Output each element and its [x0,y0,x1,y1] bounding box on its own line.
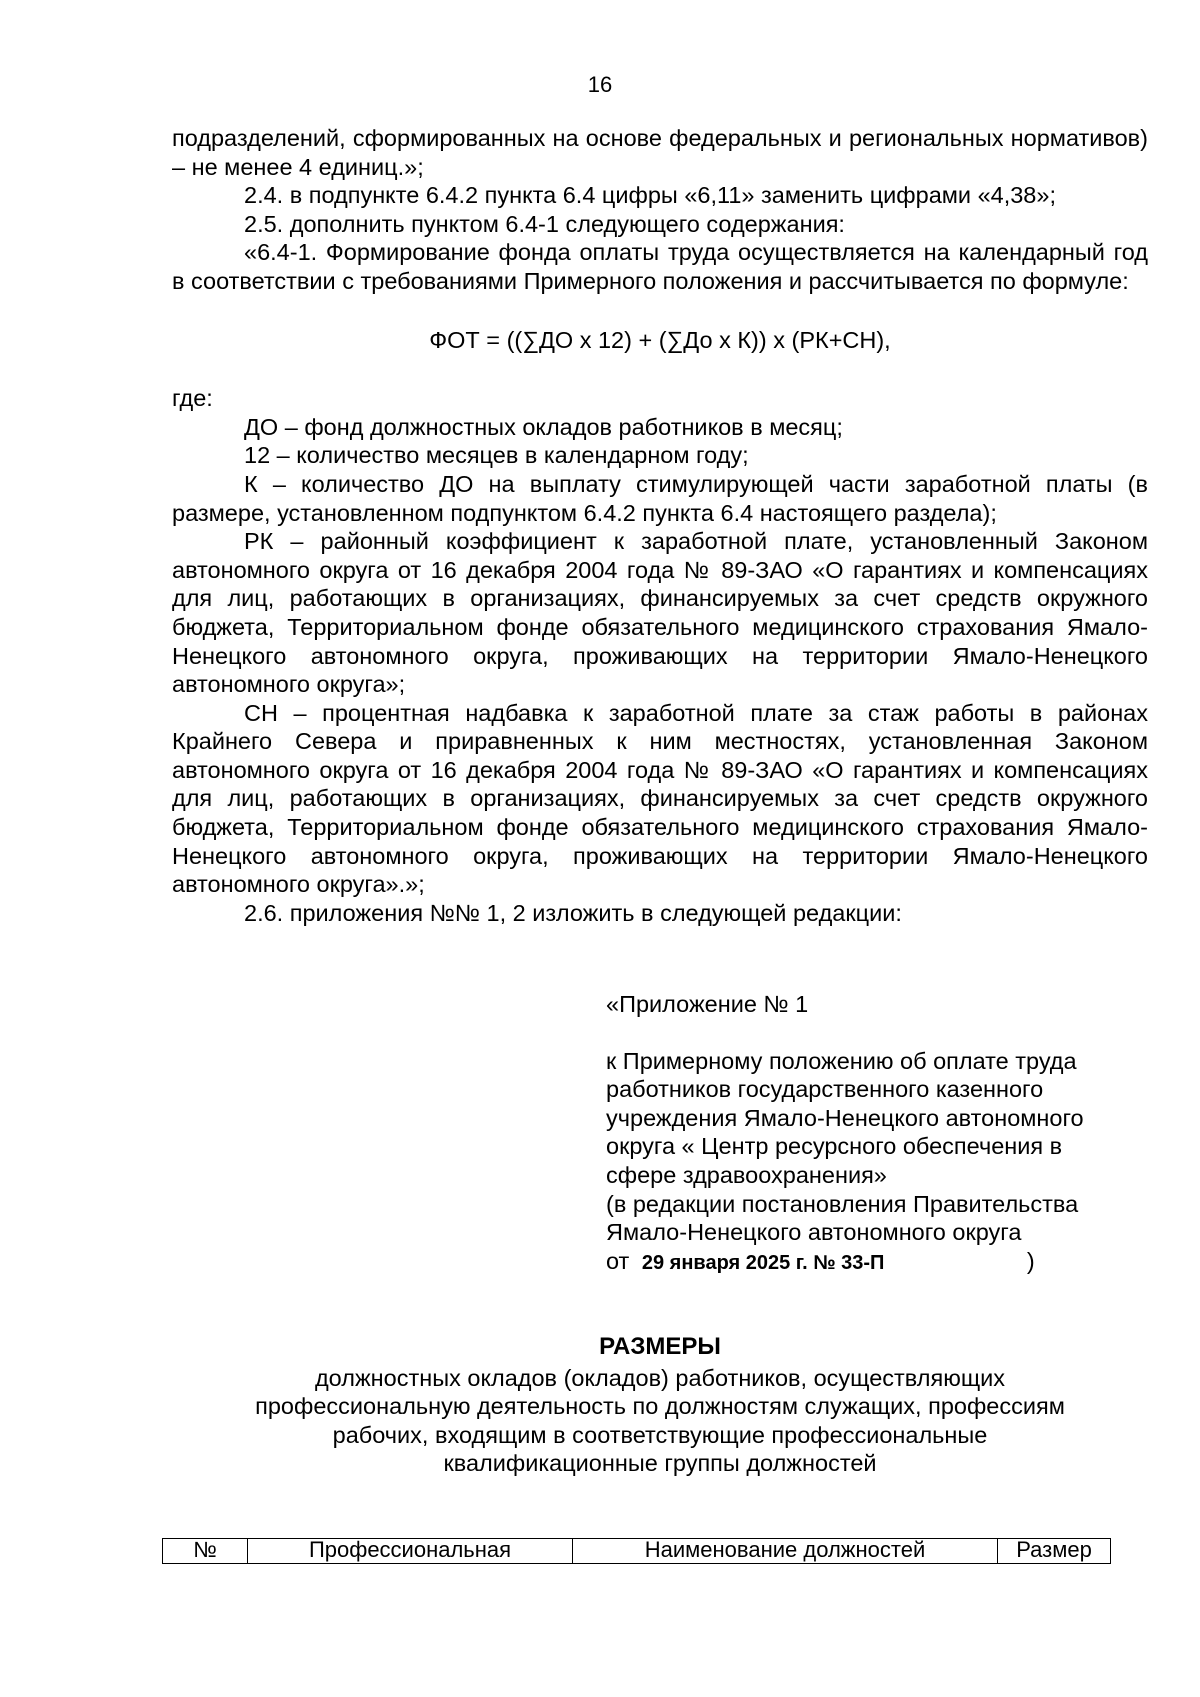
paragraph: 2.5. дополнить пунктом 6.4-1 следующего содержания: [244,210,845,237]
table-header-positions: Наименование должностей [573,1539,998,1564]
title-line: квалификационные группы должностей [443,1450,877,1477]
title-heading: РАЗМЕРЫ [599,1333,721,1360]
formula: ФОТ = ((∑ДО х 12) + (∑До х К)) х (РК+СН), [429,326,891,353]
title-line: рабочих, входящим в соответствующие профессиональные [332,1421,988,1448]
table-header-row [163,1539,1111,1564]
definition-k: К – количество ДО на выплату стимулирующей части заработной платы (в размере, установленном подпунктом 6.4.2 пункта 6.4 настоящего раздела); [172,470,1148,526]
definition-sn: СН – процентная надбавка к заработной плате за стаж работы в районах Крайнего Севера и приравненных к ним местностях, установленная Законом автономного округа от 16 декабря 2004 года № 89-ЗАО «О гарантиях и компенсациях для лиц, работающих в организациях, финансируемых за счет средств окружного бюджета, Территориальном фонде обязательного медицинского страхования Ямало-Ненецкого автономного округа, проживающих на территории Ямало-Ненецкого автономного округа».»; [172,699,1148,898]
table-header-number: № [163,1539,248,1564]
definition-12: 12 – количество месяцев в календарном году; [244,442,749,469]
appendix-line: округа « Центр ресурсного обеспечения в [606,1133,1063,1160]
appendix-line: сфере здравоохранения» [606,1161,887,1188]
table-header-group: Профессиональная [248,1539,573,1564]
title-line: профессиональную деятельность по должностям служащих, профессиям [255,1393,1065,1420]
appendix-date-line [606,1247,1166,1278]
page-number: 16 [587,72,613,97]
salary-table [162,1538,1111,1564]
appendix-header [606,990,1166,1277]
appendix-heading: «Приложение № 1 [606,991,809,1017]
date-stamp: 29 января 2025 г. № 33-П [641,1251,885,1274]
definition-rk: РК – районный коэффициент к заработной плате, установленный Законом автономного округа от 16 декабря 2004 года № 89-ЗАО «О гарантиях и компенсациях для лиц, работающих в организациях, финансируемых за счет средств окружного бюджета, Территориальном фонде обязательного медицинского страхования Ямало-Ненецкого автономного округа, проживающих на территории Ямало-Ненецкого автономного округа»; [172,528,1148,698]
paragraph: «6.4-1. Формирование фонда оплаты труда осуществляется на календарный год в соответствии с требованиями Примерного положения и рассчитывается по формуле: [172,239,1148,294]
definition-do: ДО – фонд должностных окладов работников в месяц; [244,413,843,440]
date-prefix: от [606,1247,630,1274]
title-line: должностных окладов (окладов) работников, осуществляющих [314,1364,1006,1391]
paragraph: 2.4. в подпункте 6.4.2 пункта 6.4 цифры «6,11» заменить цифрами «4,38»; [244,182,1056,209]
definition-where: где: [172,385,213,412]
appendix-line: (в редакции постановления Правительства [606,1190,1079,1217]
appendix-line: к Примерному положению об оплате труда [606,1047,1077,1074]
date-suffix: ) [1026,1247,1035,1274]
body-text [172,124,1148,927]
section-title [140,1333,1180,1478]
appendix-line: работников государственного казенного [606,1076,1044,1103]
appendix-line: Ямало-Ненецкого автономного округа [606,1219,1022,1246]
paragraph: подразделений, сформированных на основе федеральных и региональных нормативов) – не менее 4 единиц.»; [172,125,1148,180]
paragraph: 2.6. приложения №№ 1, 2 изложить в следующей редакции: [244,899,902,926]
table-header-size: Размер [998,1539,1111,1564]
appendix-line: учреждения Ямало-Ненецкого автономного [606,1104,1084,1131]
